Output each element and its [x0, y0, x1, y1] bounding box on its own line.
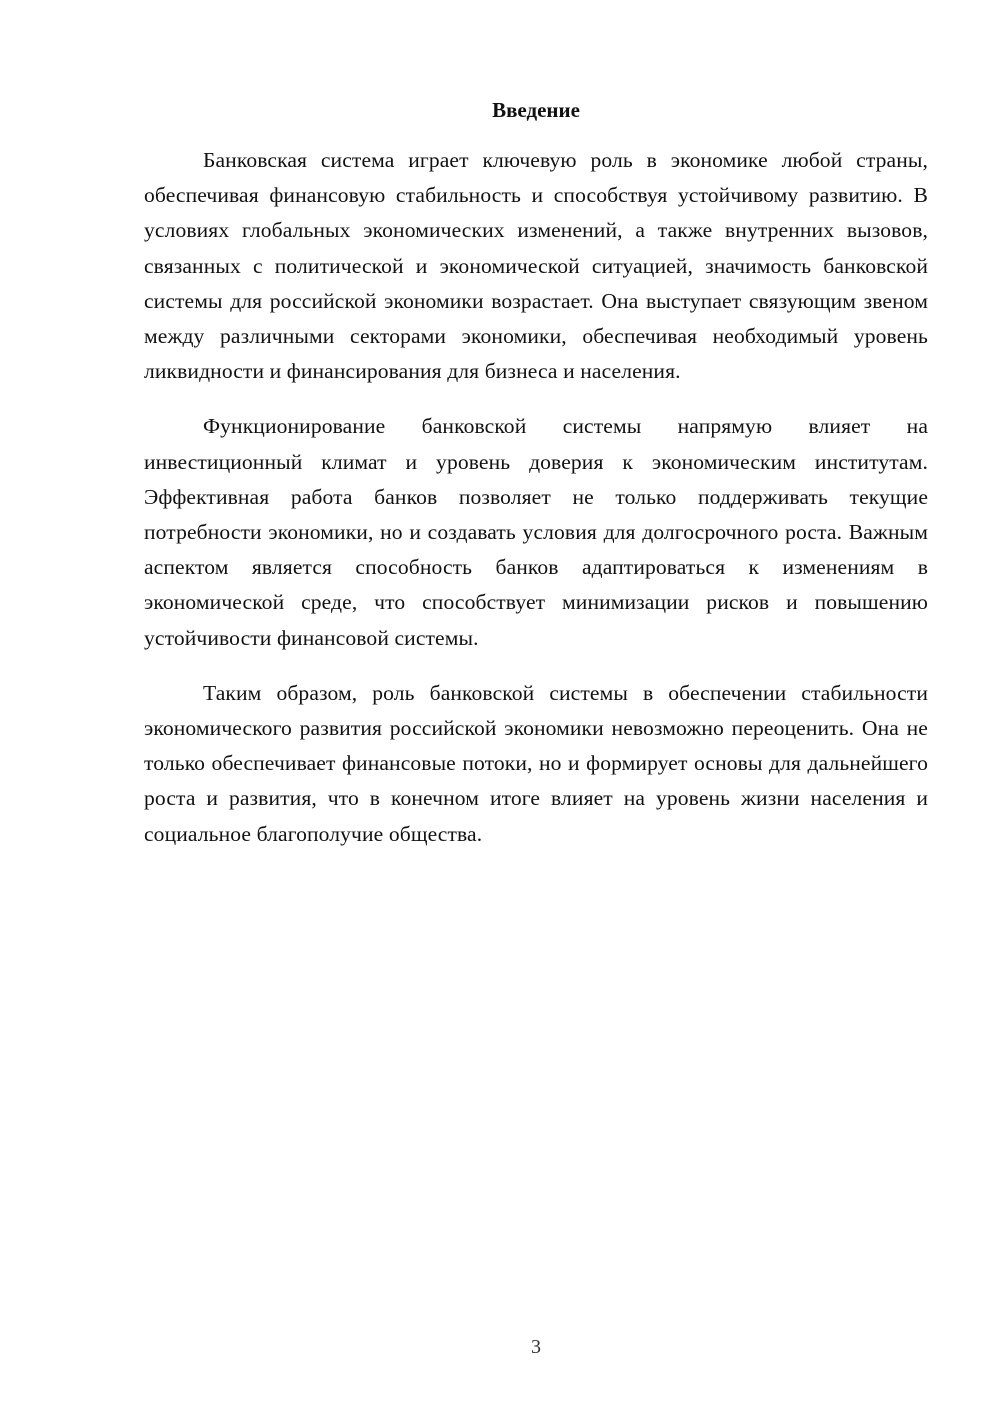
section-heading: Введение	[492, 98, 580, 122]
page-number: 3	[531, 1336, 541, 1358]
paragraph-3: Таким образом, роль банковской системы в обеспечении стабильности экономического развития российской экономики невозможно переоценить. Она не только обеспечивает финансовые потоки, но и формирует основы для дальнейшего роста и развития, что в конечном итоге влияет на уровень жизни населения и социальное благополучие общества.	[144, 680, 928, 846]
page-content	[144, 92, 928, 872]
paragraph-1: Банковская система играет ключевую роль в экономике любой страны, обеспечивая финансовую стабильность и способствуя устойчивому развитию. В условиях глобальных экономических изменений, а также внутренних вызовов, связанных с политической и экономической ситуацией, значимость банковской системы для российской экономики возрастает. Она выступает связующим звеном между различными секторами экономики, обеспечивая необходимый уровень ликвидности и финансирования для бизнеса и населения.	[144, 148, 928, 384]
paragraph-2: Функционирование банковской системы напрямую влияет на инвестиционный климат и уровень доверия к экономическим институтам. Эффективная работа банков позволяет не только поддерживать текущие потребности экономики, но и создавать условия для долгосрочного роста. Важным аспектом является способность банков адаптироваться к изменениям в экономической среде, что способствует минимизации рисков и повышению устойчивости финансовой системы.	[144, 414, 928, 650]
